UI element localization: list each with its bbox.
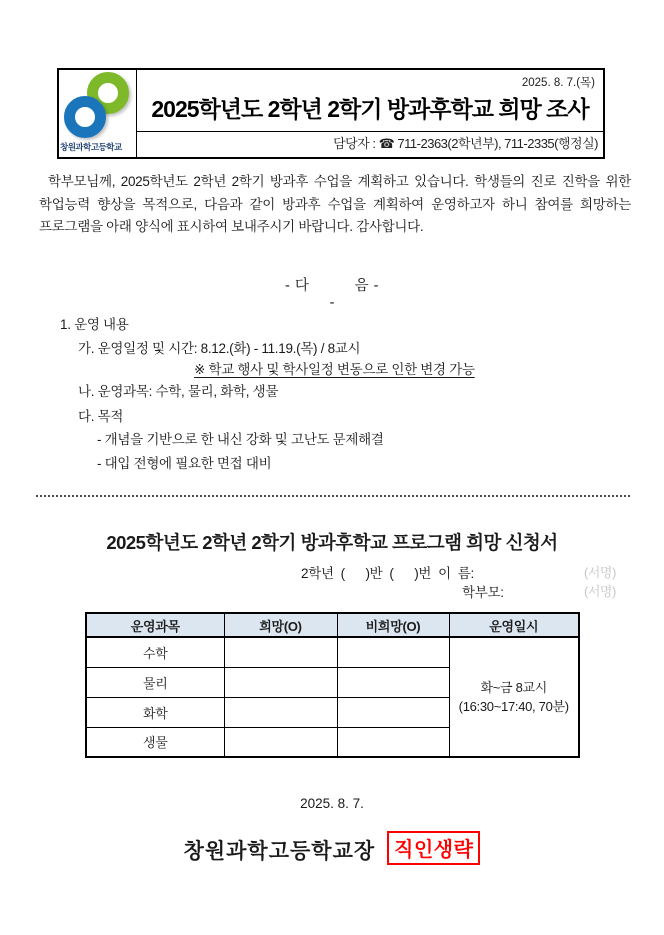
parent-signature-placeholder: (서명)	[584, 584, 616, 599]
subject-cell: 화학	[86, 697, 224, 727]
daum-heading: - 다 음 -	[284, 278, 379, 294]
operation-schedule: 가. 운영일정 및 시간: 8.12.(화) - 11.19.(목) / 8교시	[78, 341, 361, 356]
header-right	[137, 70, 603, 157]
operation-note: ※ 학교 행사 및 학사일정 변동으로 인한 변경 가능	[194, 362, 475, 377]
operation-purpose-heading: 다. 목적	[78, 409, 124, 424]
subject-cell: 생물	[86, 727, 224, 757]
hope-cell	[224, 697, 337, 727]
operation-heading: 1. 운영 내용	[60, 317, 129, 332]
subject-cell: 물리	[86, 667, 224, 697]
dotted-cut-line	[36, 495, 630, 497]
nohope-cell	[337, 697, 449, 727]
operation-purpose-2: - 대입 전형에 필요한 면접 대비	[97, 456, 272, 471]
application-form-title: 2025학년도 2학년 2학기 방과후학교 프로그램 희망 신청서	[106, 532, 558, 553]
contact-info: 담당자 : ☎ 711-2363(2학년부), 711-2335(행정실)	[333, 136, 598, 151]
nohope-cell	[337, 637, 449, 667]
school-logo	[59, 70, 137, 157]
school-logo-text: 창원과학고등학교	[60, 142, 122, 152]
header-schedule: 운영일시	[449, 613, 579, 637]
schedule-line-1: 화~금 8교시	[480, 680, 548, 695]
parent-label: 학부모:	[462, 585, 504, 600]
student-info-line: 2학년 ( )반 ( )번 이 름:	[301, 566, 474, 581]
document-header	[57, 68, 605, 159]
nohope-cell	[337, 667, 449, 697]
header-subject: 운영과목	[86, 613, 224, 637]
document-date: 2025. 8. 7.(목)	[521, 77, 595, 89]
header-hope: 희망(O)	[224, 613, 337, 637]
schedule-line-2: (16:30~17:40, 70분)	[458, 699, 569, 714]
daum-dash: -	[329, 295, 335, 311]
operation-subjects: 나. 운영과목: 수학, 물리, 화학, 생물	[78, 384, 279, 399]
footer-date: 2025. 8. 7.	[300, 796, 364, 811]
principal-signature-line	[0, 831, 664, 865]
hope-cell	[224, 667, 337, 697]
seal-omitted-stamp: 직인생략	[387, 831, 480, 865]
hope-cell	[224, 727, 337, 757]
schedule-cell	[449, 637, 579, 757]
principal-title: 창원과학고등학교장	[183, 839, 376, 863]
operation-purpose-1: - 개념을 기반으로 한 내신 강화 및 고난도 문제해결	[97, 432, 384, 447]
subject-cell: 수학	[86, 637, 224, 667]
document-title: 2025학년도 2학년 2학기 방과후학교 희망 조사	[151, 96, 589, 122]
hope-cell	[224, 637, 337, 667]
table-header-row	[86, 613, 579, 637]
table-row	[86, 637, 579, 667]
logo-ring-blue-icon	[64, 96, 106, 138]
application-table	[85, 612, 580, 758]
nohope-cell	[337, 727, 449, 757]
header-nohope: 비희망(O)	[337, 613, 449, 637]
student-signature-placeholder: (서명)	[584, 565, 616, 580]
header-title-area	[137, 70, 603, 132]
intro-paragraph: 학부모님께, 2025학년도 2학년 2학기 방과후 수업을 계획하고 있습니다. 학생들의 진로 진학을 위한 학업능력 향상을 목적으로, 다음과 같이 방과후 수업을 계획하여 운영하고자 하니 참여를 희망하는 프로그램을 아래 양식에 표시하여 보내주시기 바랍니다. 감사합니다.	[39, 174, 631, 234]
